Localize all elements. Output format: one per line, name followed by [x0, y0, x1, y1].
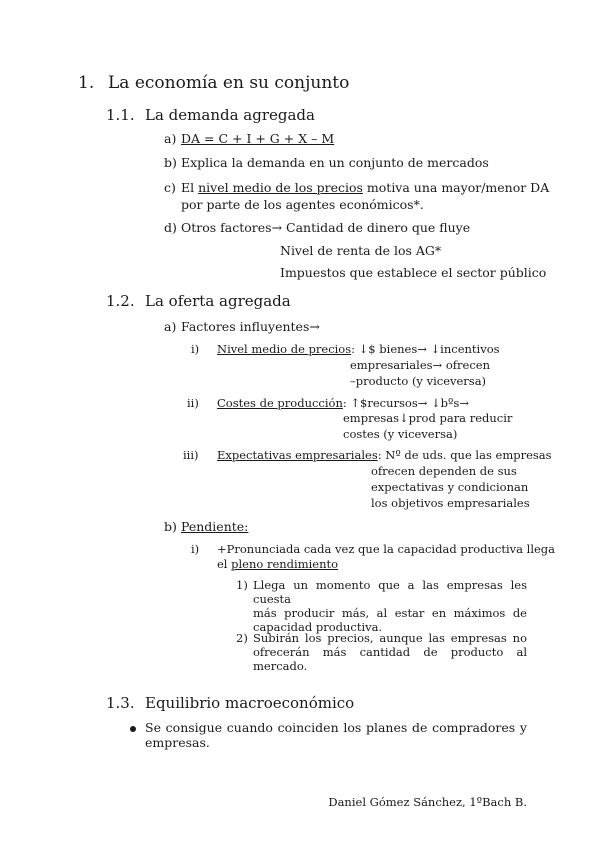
- underlined-term: pleno rendimiento: [231, 557, 339, 571]
- section-title: La economía en su conjunto: [108, 73, 350, 93]
- list-letter: a): [164, 131, 177, 146]
- list-letter: d): [164, 220, 177, 235]
- factor-text: Nivel medio de precios: ↓$ bienes→ ↓incentivos: [217, 342, 500, 356]
- bullet-icon: [130, 726, 136, 732]
- subsection-number: 1.3.: [106, 694, 135, 712]
- roman-numeral: i): [191, 542, 200, 556]
- subsection-title: Equilibrio macroeconómico: [145, 694, 355, 712]
- list-item-text: El nivel medio de los precios motiva una mayor/menor DA: [181, 180, 550, 195]
- list-letter: c): [164, 180, 176, 195]
- factor-text: Expectativas empresariales: Nº de uds. que las empresas: [217, 448, 552, 462]
- sub-text: Subirán los precios, aunque las empresas no ofrecerán más cantidad de producto al mercado.: [253, 631, 527, 673]
- subsection-title: La oferta agregada: [145, 292, 291, 310]
- list-item-text: Explica la demanda en un conjunto de mercados: [181, 155, 489, 170]
- underlined-term: nivel medio de los precios: [198, 180, 363, 195]
- factor-label: Costes de producción: [217, 396, 343, 410]
- factor-label: Expectativas empresariales: [217, 448, 378, 462]
- factor-text: expectativas y condicionan: [371, 480, 529, 494]
- subsection-number: 1.1.: [106, 106, 135, 124]
- pendiente-text: +Pronunciada cada vez que la capacidad productiva llega: [217, 542, 556, 556]
- pendiente-heading: Pendiente:: [181, 519, 249, 534]
- list-letter: b): [164, 155, 177, 170]
- factor-text: –producto (y viceversa): [350, 374, 487, 388]
- section-number: 1.: [78, 73, 95, 93]
- roman-numeral: ii): [187, 396, 199, 410]
- bullet-text: Se consigue cuando coinciden los planes de compradores y empresas.: [145, 720, 527, 750]
- subsection-number: 1.2.: [106, 292, 135, 310]
- factor-text: los objetivos empresariales: [371, 496, 530, 510]
- factor-text: costes (y viceversa): [343, 427, 458, 441]
- list-item-text: Nivel de renta de los AG*: [280, 243, 442, 258]
- formula-da: DA = C + I + G + X – M: [181, 131, 335, 146]
- roman-numeral: i): [191, 342, 200, 356]
- factor-text: Costes de producción: ↑$recursos→ ↓bºs→: [217, 396, 469, 410]
- list-item-text: Factores influyentes→: [181, 319, 320, 334]
- list-letter: a): [164, 319, 177, 334]
- footer-author: Daniel Gómez Sánchez, 1ºBach B.: [328, 795, 527, 809]
- list-item-text: Impuestos que establece el sector público: [280, 265, 547, 280]
- roman-numeral: iii): [183, 448, 199, 462]
- sub-number: 1): [236, 578, 248, 592]
- factor-text: empresas↓prod para reducir: [343, 411, 513, 425]
- list-item-text: Otros factores→ Cantidad de dinero que fluye: [181, 220, 471, 235]
- sub-text: Llega un momento que a las empresas les cuesta más producir más, al estar en máximos de capacidad productiva.: [253, 578, 527, 634]
- list-item-text: por parte de los agentes económicos*.: [181, 197, 424, 212]
- subsection-title: La demanda agregada: [145, 106, 315, 124]
- factor-text: empresariales→ ofrecen: [350, 358, 490, 372]
- factor-label: Nivel medio de precios: [217, 342, 352, 356]
- pendiente-text: el pleno rendimiento: [217, 557, 339, 571]
- factor-text: ofrecen dependen de sus: [371, 464, 517, 478]
- sub-number: 2): [236, 631, 248, 645]
- list-letter: b): [164, 519, 177, 534]
